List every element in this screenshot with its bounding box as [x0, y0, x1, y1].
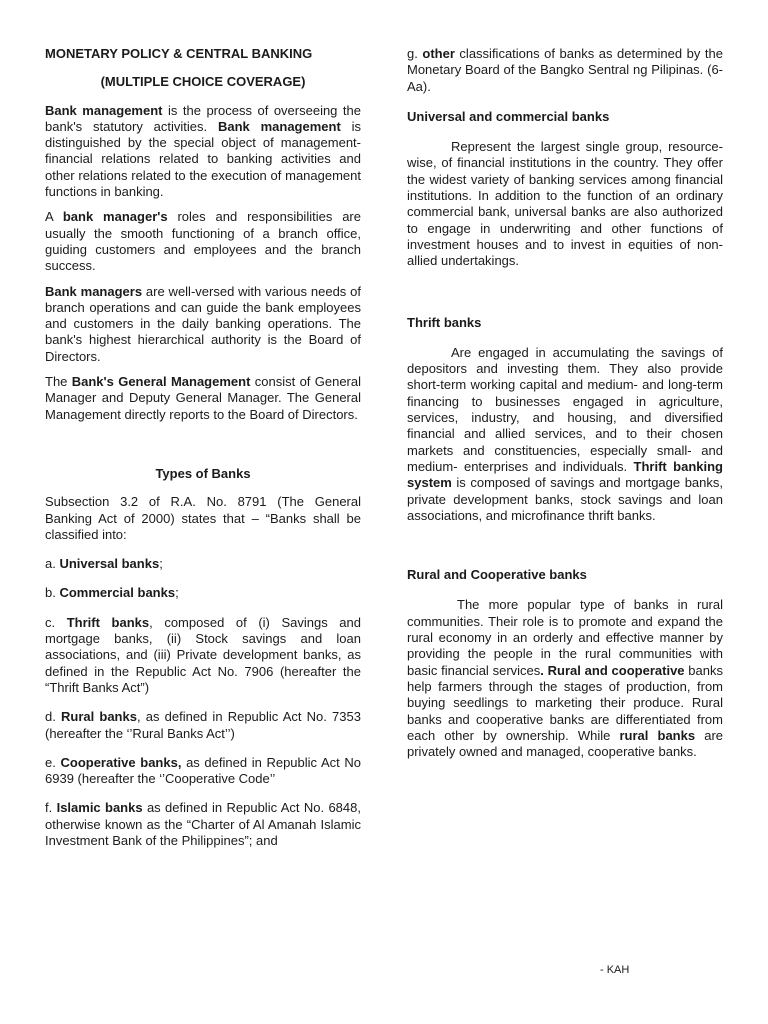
paragraph-bank-management: Bank management is the process of overseeing the bank's statutory activities. Bank management is distinguished by the special object of management-financial relations related to banking activities and other relations related to the execution of management functions in banking.	[45, 102, 361, 200]
doc-subtitle: (MULTIPLE CHOICE COVERAGE)	[100, 74, 306, 90]
thrift-banks-text: Are engaged in accumulating the savings of depositors and investing them. They also provide short-term working capital and medium- and long-term financing to businesses engaged in agriculture, services, industry, and housing, and diversified financial and allied services, and to their chosen markets and constituencies, especially small- and medium- enterprises and individuals. Thrift banking system is composed of savings and mortgage banks, private development banks, stock savings and loan associations, and microfinance thrift banks.	[407, 344, 723, 523]
right-column	[407, 46, 723, 760]
doc-title: MONETARY POLICY & CENTRAL BANKING	[45, 46, 313, 61]
footer-initials: - KAH	[600, 964, 630, 976]
list-item: c. Thrift banks, composed of (i) Savings and mortgage banks, (ii) Stock savings and loan associations, and (iii) Private development banks, as defined in the Republic Act No. 7906 (hereafter the “Thrift Banks Act”)	[45, 614, 361, 695]
list-item: f. Islamic banks as defined in Republic Act No. 6848, otherwise known as the “Charter of Al Amanah Islamic Investment Bank of the Philippines”; and	[45, 800, 361, 848]
types-of-banks-heading: Types of Banks	[155, 465, 251, 481]
paragraph-general-management: The Bank's General Management consist of General Manager and Deputy General Manager. The General Management directly reports to the Board of Directors.	[45, 374, 361, 422]
list-item: b. Commercial banks;	[45, 585, 179, 601]
paragraph-bank-managers: Bank managers are well-versed with various needs of branch operations and can guide the bank employees and customers in the daily banking operations. The bank's highest hierarchical authority is the Board of Directors.	[45, 283, 361, 364]
list-item: d. Rural banks, as defined in Republic Act No. 7353 (hereafter the ‘’Rural Banks Act’’)	[45, 709, 361, 741]
list-item: e. Cooperative banks, as defined in Republic Act No 6939 (hereafter the ‘’Cooperative Code’’	[45, 754, 361, 787]
rural-cooperative-heading: Rural and Cooperative banks	[407, 567, 587, 583]
paragraph-bank-manager-roles: A bank manager's roles and responsibilities are usually the smooth functioning of a branch office, guiding customers and employees and the branch success.	[45, 209, 361, 274]
rural-cooperative-text: The more popular type of banks in rural communities. Their role is to promote and expand the rural economy in an orderly and effective manner by providing the people in the rural communities with basic financial services. Rural and cooperative banks help farmers through the stages of production, from buying seedlings to marketing their produce. Rural banks and cooperative banks are differentiated from each other by ownership. While rural banks are privately owned and managed, cooperative banks.	[407, 597, 723, 760]
list-item: a. Universal banks;	[45, 556, 163, 572]
list-item: g. other classifications of banks as determined by the Monetary Board of the Bangko Sentral ng Pilipinas. (6-Aa).	[407, 46, 723, 94]
universal-commercial-heading: Universal and commercial banks	[407, 108, 610, 124]
universal-commercial-text: Represent the largest single group, resource-wise, of financial institutions in the country. They offer the widest variety of banking services among financial institutions. In addition to the function of an ordinary commercial bank, universal banks are also authorized to engage in underwriting and other functions of investment houses and to invest in equities of non-allied undertakings.	[407, 139, 723, 269]
types-intro: Subsection 3.2 of R.A. No. 8791 (The General Banking Act of 2000) states that – “Banks shall be classified into:	[45, 494, 361, 542]
thrift-banks-heading: Thrift banks	[407, 314, 482, 330]
left-column	[45, 46, 361, 849]
